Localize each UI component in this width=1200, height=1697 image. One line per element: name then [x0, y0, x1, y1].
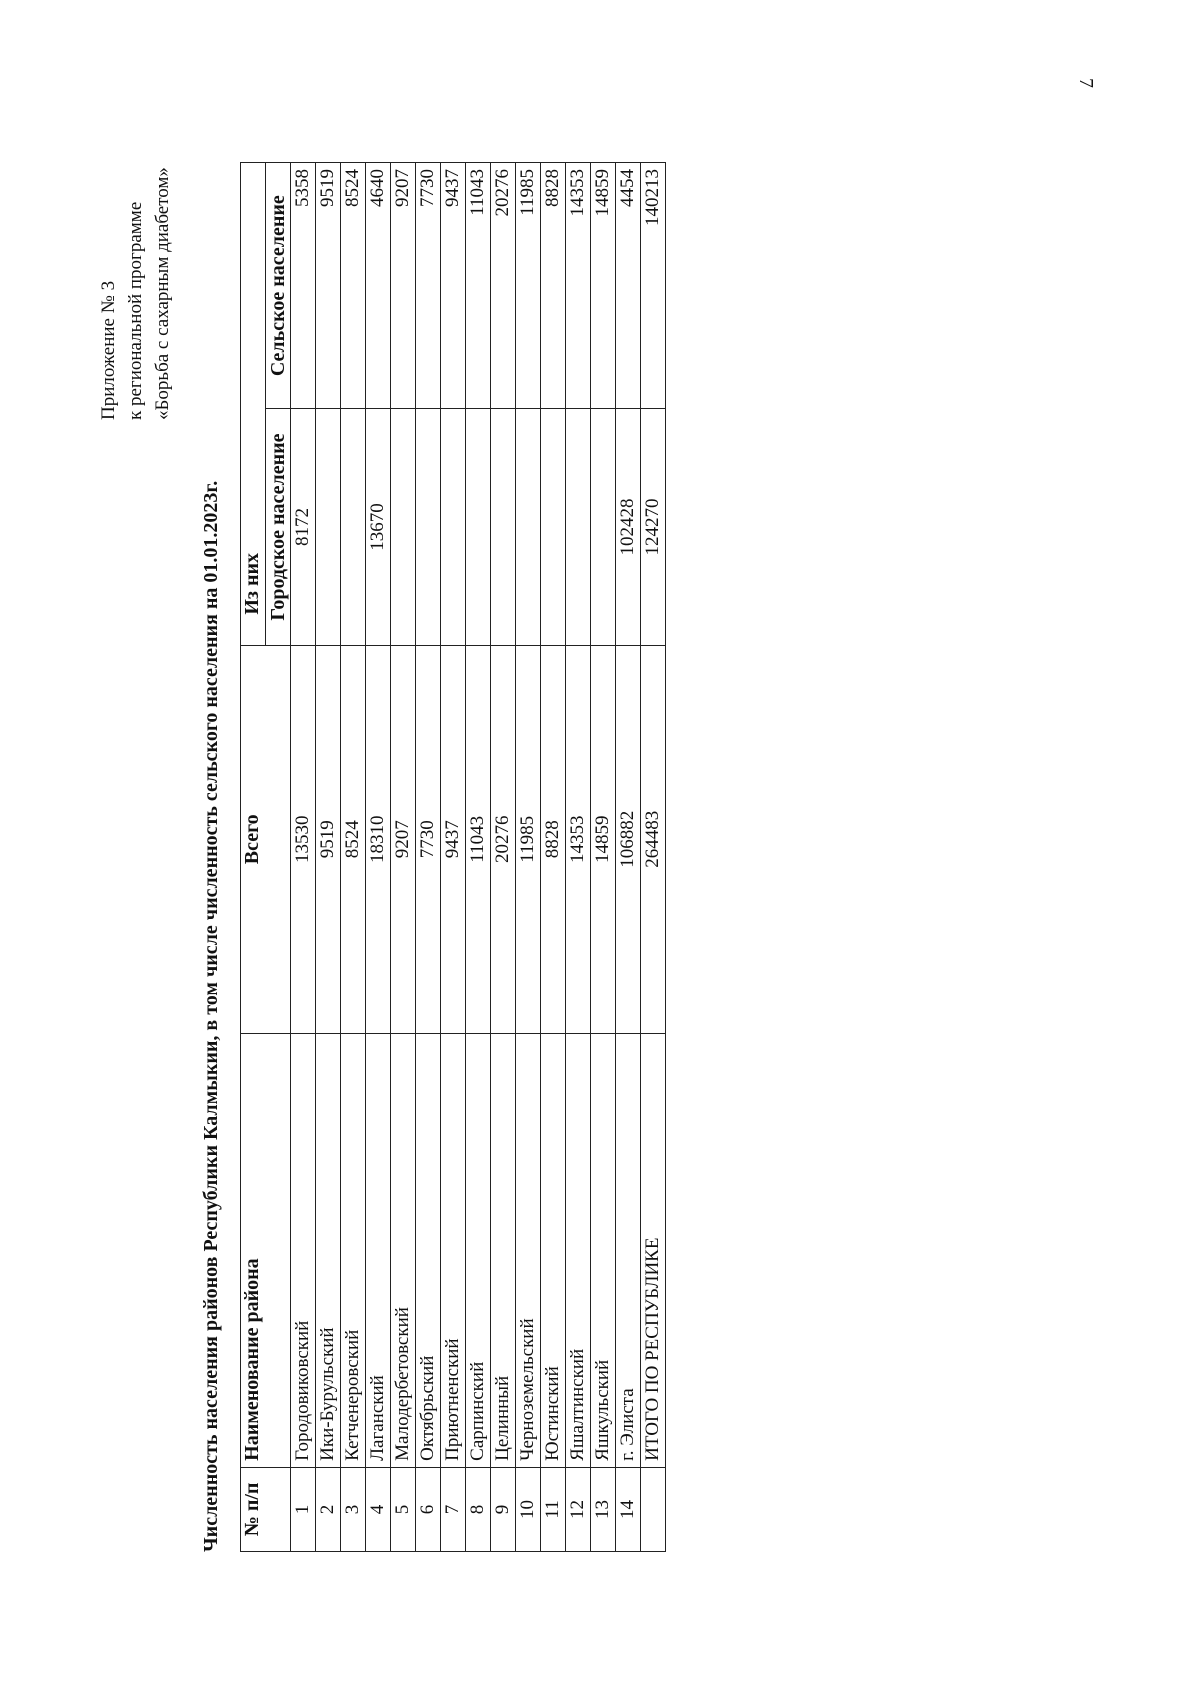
document-title: Численность населения районов Республики Калмыкии, в том числе численность сельского населения на 01.01.2023г.: [200, 480, 222, 1552]
row-name-cell: Лаганский: [366, 1033, 391, 1467]
table-row: [441, 163, 466, 1552]
row-total-cell: 7730: [416, 645, 441, 1033]
header-rural: Сельское население: [266, 163, 291, 409]
row-urban-cell: [441, 409, 466, 645]
row-name-cell: Октябрьский: [416, 1033, 441, 1467]
row-no-cell: 3: [341, 1467, 366, 1551]
table-row: [416, 163, 441, 1552]
row-rural-cell: 9519: [316, 163, 341, 409]
row-name-cell: Сарпинский: [466, 1033, 491, 1467]
table-row: [541, 163, 566, 1552]
row-urban-cell: [566, 409, 591, 645]
row-total-cell: 18310: [366, 645, 391, 1033]
row-urban-cell: [516, 409, 541, 645]
row-total-cell: 9519: [316, 645, 341, 1033]
row-total-cell: 11985: [516, 645, 541, 1033]
row-name-cell: Черноземельский: [516, 1033, 541, 1467]
header-total: Всего: [241, 645, 291, 1033]
annex-line-3: «Борьба с сахарным диабетом»: [152, 167, 173, 420]
row-rural-cell: 14353: [566, 163, 591, 409]
row-rural-cell: 4454: [616, 163, 641, 409]
row-rural-cell: 7730: [416, 163, 441, 409]
table-body: [291, 163, 666, 1552]
row-urban-cell: [591, 409, 616, 645]
total-name-cell: ИТОГО ПО РЕСПУБЛИКЕ: [641, 1033, 666, 1467]
rotated-content: [200, 152, 760, 1552]
row-name-cell: Городовиковский: [291, 1033, 316, 1467]
row-urban-cell: 13670: [366, 409, 391, 645]
row-total-cell: 106882: [616, 645, 641, 1033]
row-rural-cell: 20276: [491, 163, 516, 409]
table-row: [291, 163, 316, 1552]
row-total-cell: 11043: [466, 645, 491, 1033]
table-row: [616, 163, 641, 1552]
row-no-cell: 8: [466, 1467, 491, 1551]
population-table: [240, 162, 666, 1552]
row-urban-cell: [391, 409, 416, 645]
row-name-cell: Приютненский: [441, 1033, 466, 1467]
table-row: [566, 163, 591, 1552]
annex-line-2: к региональной программе: [125, 201, 146, 420]
total-urban-cell: 124270: [641, 409, 666, 645]
row-no-cell: 14: [616, 1467, 641, 1551]
row-name-cell: Кетченеровский: [341, 1033, 366, 1467]
table-row: [391, 163, 416, 1552]
row-rural-cell: 9437: [441, 163, 466, 409]
row-no-cell: 1: [291, 1467, 316, 1551]
row-urban-cell: 102428: [616, 409, 641, 645]
row-urban-cell: [541, 409, 566, 645]
table-row: [466, 163, 491, 1552]
table-row: [341, 163, 366, 1552]
row-no-cell: 13: [591, 1467, 616, 1551]
table-row: [591, 163, 616, 1552]
row-name-cell: г. Элиста: [616, 1033, 641, 1467]
row-name-cell: Ики-Бурульский: [316, 1033, 341, 1467]
row-no-cell: 10: [516, 1467, 541, 1551]
row-total-cell: 14353: [566, 645, 591, 1033]
row-no-cell: 11: [541, 1467, 566, 1551]
row-rural-cell: 11043: [466, 163, 491, 409]
row-total-cell: 8524: [341, 645, 366, 1033]
row-urban-cell: 8172: [291, 409, 316, 645]
row-rural-cell: 5358: [291, 163, 316, 409]
row-no-cell: 9: [491, 1467, 516, 1551]
table-row: [316, 163, 341, 1552]
page-number: 7: [1075, 78, 1097, 88]
row-rural-cell: 9207: [391, 163, 416, 409]
row-rural-cell: 8828: [541, 163, 566, 409]
row-urban-cell: [491, 409, 516, 645]
row-name-cell: Яшкульский: [591, 1033, 616, 1467]
row-rural-cell: 4640: [366, 163, 391, 409]
row-urban-cell: [466, 409, 491, 645]
row-urban-cell: [416, 409, 441, 645]
row-total-cell: 14859: [591, 645, 616, 1033]
total-total-cell: 264483: [641, 645, 666, 1033]
row-no-cell: 7: [441, 1467, 466, 1551]
table-row: [491, 163, 516, 1552]
header-urban: Городское население: [266, 409, 291, 645]
annex-line-1: Приложение № 3: [98, 280, 119, 420]
table-row: [516, 163, 541, 1552]
row-name-cell: Целинный: [491, 1033, 516, 1467]
row-total-cell: 13530: [291, 645, 316, 1033]
row-name-cell: Яшалтинский: [566, 1033, 591, 1467]
row-name-cell: Малодербетовский: [391, 1033, 416, 1467]
row-total-cell: 9437: [441, 645, 466, 1033]
row-urban-cell: [341, 409, 366, 645]
row-rural-cell: 14859: [591, 163, 616, 409]
row-rural-cell: 8524: [341, 163, 366, 409]
row-total-cell: 9207: [391, 645, 416, 1033]
row-no-cell: 5: [391, 1467, 416, 1551]
row-no-cell: 12: [566, 1467, 591, 1551]
row-urban-cell: [316, 409, 341, 645]
header-of-which: Из них: [241, 163, 266, 646]
row-rural-cell: 11985: [516, 163, 541, 409]
annex-block: [95, 80, 176, 420]
row-no-cell: 6: [416, 1467, 441, 1551]
row-total-cell: 20276: [491, 645, 516, 1033]
total-no-cell: [641, 1467, 666, 1551]
header-name: Наименование района: [241, 1033, 291, 1467]
header-no: № п/п: [241, 1467, 291, 1551]
row-total-cell: 8828: [541, 645, 566, 1033]
total-rural-cell: 140213: [641, 163, 666, 409]
row-no-cell: 2: [316, 1467, 341, 1551]
table-row: [366, 163, 391, 1552]
row-name-cell: Юстинский: [541, 1033, 566, 1467]
row-no-cell: 4: [366, 1467, 391, 1551]
table-total-row: [641, 163, 666, 1552]
